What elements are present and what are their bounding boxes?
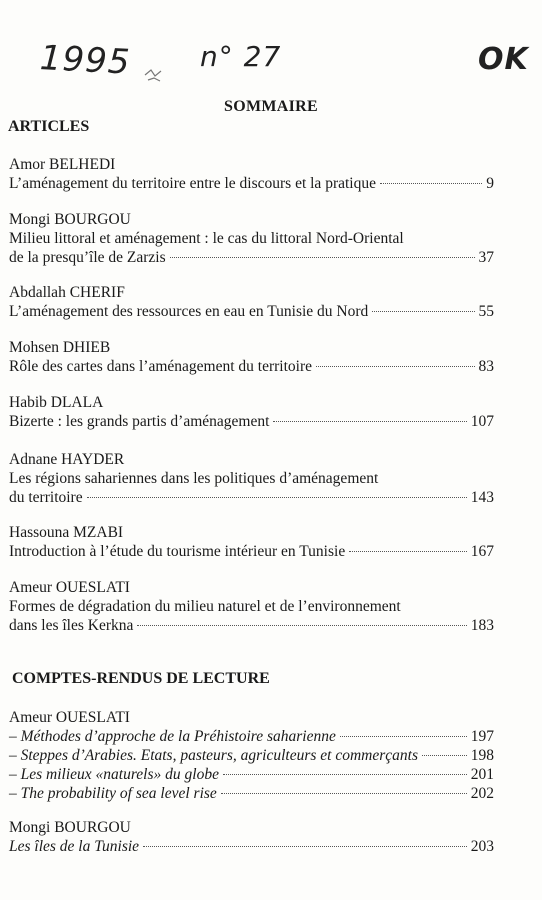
- page-number: 37: [478, 249, 494, 266]
- toc-line: [9, 357, 494, 376]
- handwritten-issue-number: n° 27: [200, 40, 282, 73]
- article-title: Rôle des cartes dans l’aménagement du territoire: [9, 358, 312, 375]
- page-number: 83: [478, 358, 494, 375]
- article-entry: [9, 210, 494, 267]
- toc-line: [9, 174, 494, 193]
- page-number: 143: [470, 489, 494, 506]
- page-number: 197: [470, 728, 494, 745]
- review-title: – Les milieux «naturels» du globe: [9, 766, 219, 783]
- toc-line: [9, 727, 494, 746]
- toc-line: [9, 765, 494, 784]
- toc-line: [9, 746, 494, 765]
- page-title: SOMMAIRE: [224, 98, 318, 115]
- section-heading-reviews: COMPTES-RENDUS DE LECTURE: [12, 670, 270, 687]
- review-author: Ameur OUESLATI: [9, 709, 130, 726]
- article-title: du territoire: [9, 489, 83, 506]
- page-number: 183: [470, 617, 494, 634]
- stamp-mark: [143, 66, 165, 84]
- article-author: Ameur OUESLATI: [9, 579, 130, 596]
- dot-leader: [223, 774, 467, 775]
- section-heading-articles: ARTICLES: [8, 118, 90, 135]
- article-author: Amor BELHEDI: [9, 156, 116, 173]
- article-author: Habib DLALA: [9, 394, 104, 411]
- toc-line: [9, 542, 494, 561]
- dot-leader: [170, 257, 475, 258]
- article-entry: [9, 578, 494, 635]
- dot-leader: [273, 421, 466, 422]
- article-entry: [9, 155, 494, 193]
- review-title: Les îles de la Tunisie: [9, 838, 140, 855]
- review-author: Mongi BOURGOU: [9, 819, 131, 836]
- page-number: 107: [470, 413, 494, 430]
- article-title: L’aménagement du territoire entre le discours et la pratique: [9, 175, 376, 192]
- review-title: – Méthodes d’approche de la Préhistoire saharienne: [9, 728, 336, 745]
- article-author: Abdallah CHERIF: [9, 284, 125, 301]
- article-author: Mohsen DHIEB: [9, 339, 111, 356]
- handwritten-year: 1995: [38, 38, 132, 83]
- toc-line: [9, 784, 494, 803]
- article-author: Hassouna MZABI: [9, 524, 124, 541]
- article-title-line: Les régions sahariennes dans les politiques d’aménagement: [9, 470, 379, 487]
- dot-leader: [137, 625, 466, 626]
- article-title-line: Milieu littoral et aménagement : le cas du littoral Nord-Oriental: [9, 230, 404, 247]
- dot-leader: [143, 846, 467, 847]
- article-title-line: Formes de dégradation du milieu naturel et de l’environnement: [9, 598, 401, 615]
- article-author: Mongi BOURGOU: [9, 211, 131, 228]
- review-title: – The probability of sea level rise: [9, 785, 217, 802]
- dot-leader: [316, 366, 475, 367]
- toc-line: [9, 248, 494, 267]
- page-number: 198: [470, 747, 494, 764]
- page-number: 9: [486, 175, 494, 192]
- page-number: 55: [478, 303, 494, 320]
- review-entry: [9, 818, 494, 856]
- page-number: 167: [470, 543, 494, 560]
- review-title: – Steppes d’Arabies. Etats, pasteurs, agriculteurs et commerçants: [9, 747, 418, 764]
- toc-line: [9, 837, 494, 856]
- dot-leader: [372, 311, 474, 312]
- article-title: dans les îles Kerkna: [9, 617, 134, 634]
- article-title: Introduction à l’étude du tourisme intérieur en Tunisie: [9, 543, 346, 560]
- article-entry: [9, 523, 494, 561]
- toc-line: [9, 302, 494, 321]
- dot-leader: [380, 183, 482, 184]
- article-entry: [9, 338, 494, 376]
- article-title: Bizerte : les grands partis d’aménagement: [9, 413, 270, 430]
- dot-leader: [349, 551, 467, 552]
- toc-line: [9, 412, 494, 431]
- article-title: de la presqu’île de Zarzis: [9, 249, 166, 266]
- review-entry: [9, 708, 494, 803]
- page-number: 201: [470, 766, 494, 783]
- toc-line: [9, 488, 494, 507]
- article-author: Adnane HAYDER: [9, 451, 125, 468]
- dot-leader: [87, 497, 467, 498]
- dot-leader: [422, 755, 467, 756]
- article-entry: [9, 393, 494, 431]
- article-entry: [9, 283, 494, 321]
- article-entry: [9, 450, 494, 507]
- dot-leader: [221, 793, 467, 794]
- dot-leader: [340, 736, 467, 737]
- handwritten-ok: OK: [478, 42, 529, 77]
- page-number: 203: [470, 838, 494, 855]
- page-number: 202: [470, 785, 494, 802]
- toc-line: [9, 616, 494, 635]
- article-title: L’aménagement des ressources en eau en Tunisie du Nord: [9, 303, 369, 320]
